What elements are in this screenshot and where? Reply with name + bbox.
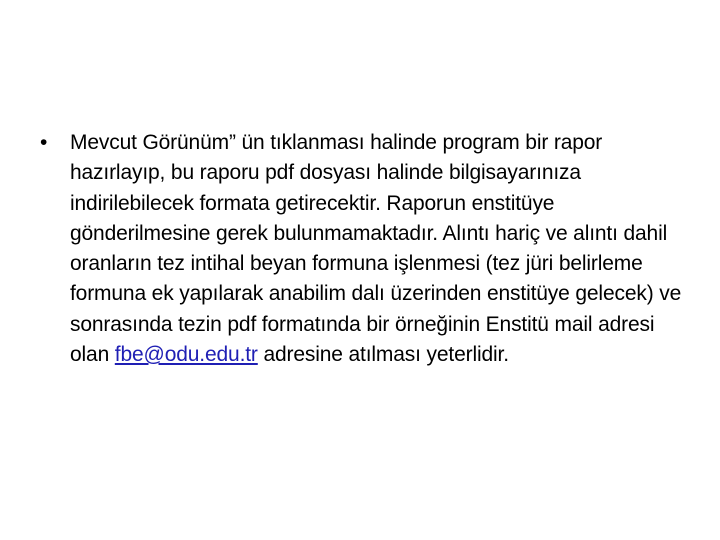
email-link[interactable]: fbe@odu.edu.tr xyxy=(114,343,258,367)
bullet-marker: • xyxy=(40,131,48,154)
bullet-text-before-link: Mevcut Görünüm” ün tıklanması halinde program bir rapor hazırlayıp, bu raporu pdf dosyası halinde bilgisayarınıza indirilebilecek formata getirecektir. Raporun enstitüye gönderilmesine gerek bulunmamaktadır. Alıntı hariç ve alıntı dahil oranların tez intihal beyan formuna işlenmesi (tez jüri belirleme formuna ek yapılarak anabilim dalı üzerinden enstitüye gelecek) ve sonrasında tezin pdf formatında bir örneğinin Enstitü mail adresi olan xyxy=(70,131,682,367)
bullet-text-after-link: adresine atılması yeterlidir. xyxy=(257,343,509,367)
slide-body xyxy=(40,128,690,370)
bullet-item xyxy=(40,128,690,370)
